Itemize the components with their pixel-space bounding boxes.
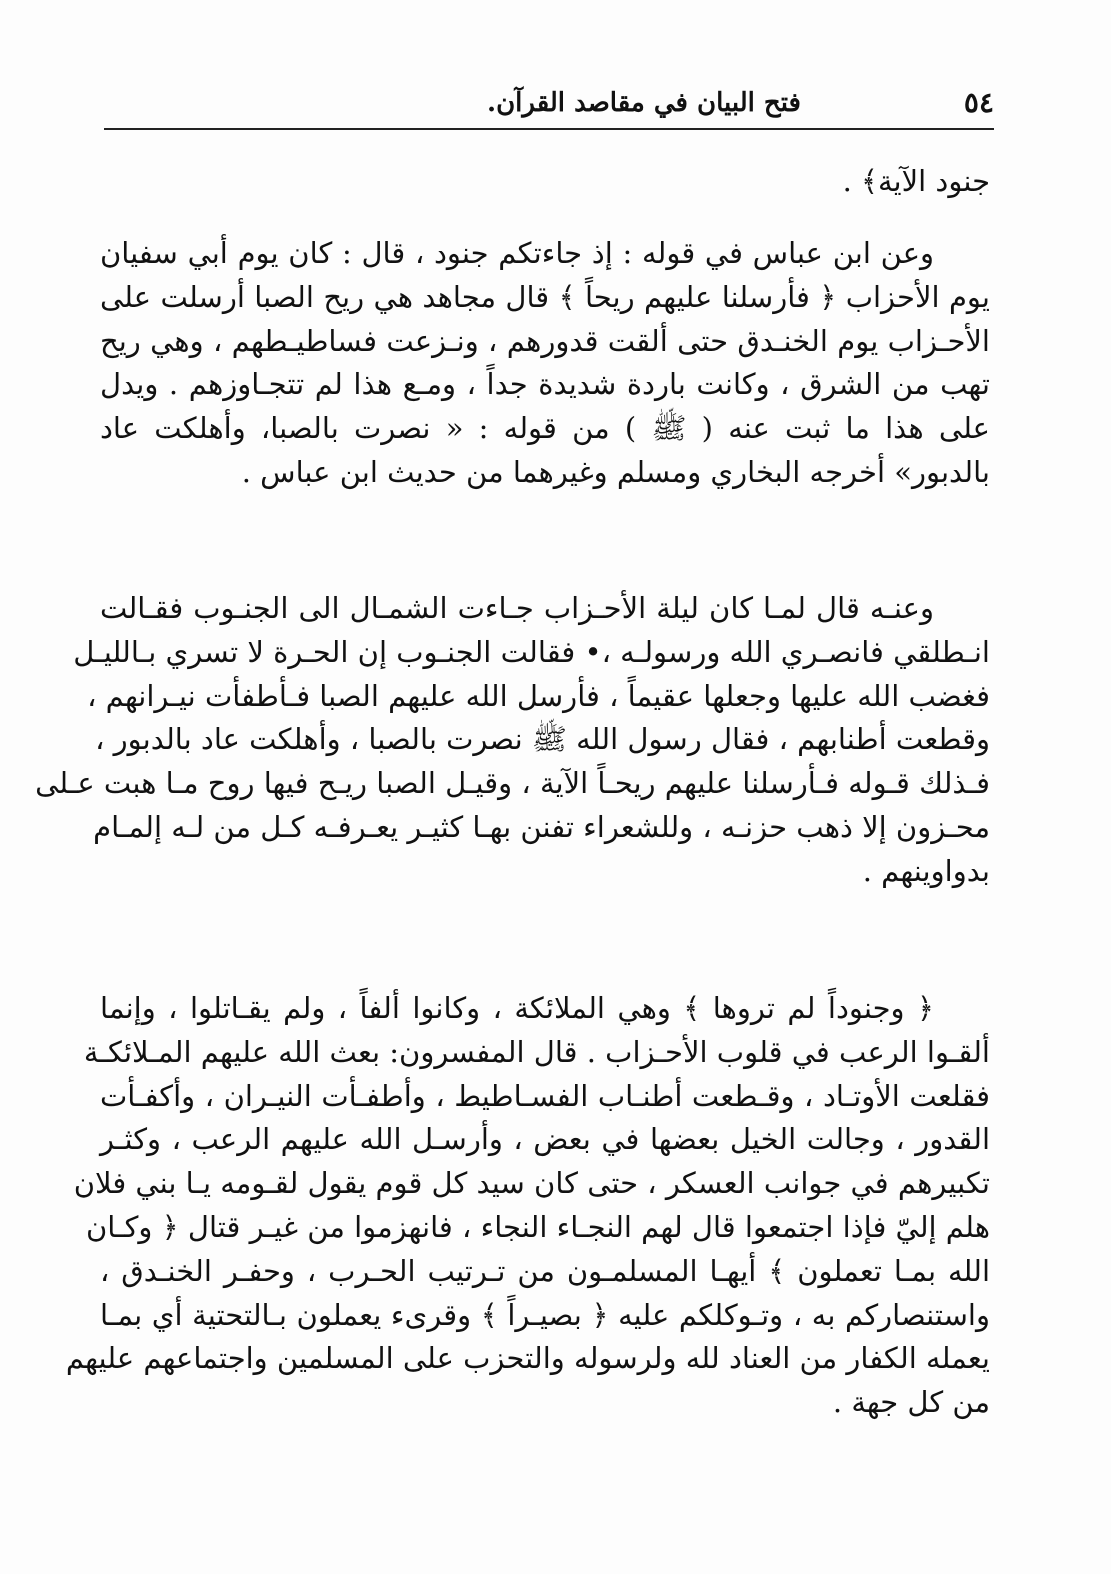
text-line: تكبيرهم في جوانب العسكر ، حتى كان سيد كل قوم يقول لقـومه يـا بني فلان — [73, 1166, 990, 1201]
text-line: فغضب الله عليها وجعلها عقيماً ، فأرسل الله عليهم الصبا فـأطفأت نيـرانهم ، — [87, 678, 990, 713]
paragraph-angels — [65, 987, 990, 1425]
text-line: يوم الأحزاب ﴿ فأرسلنا عليهم ريحاً ﴾ قال مجاهد هي ريح الصبا أرسلت على — [100, 279, 990, 314]
text-line: محـزون إلا ذهب حزنـه ، وللشعراء تفنن بهـا كثيـر يعـرفـه كـل من لـه إلمـام — [93, 809, 990, 844]
page-header — [104, 80, 994, 124]
text-line: وقطعت أطنابهم ، فقال رسول الله ﷺ نصرت بالصبا ، وأهلكت عاد بالدبور ، — [95, 722, 990, 757]
text-line: انـطلقي فانصـري الله ورسولـه ،• فقالت الجنـوب إن الحـرة لا تسري بـالليـل — [73, 634, 990, 669]
paragraph-winds — [35, 587, 990, 894]
text-line: ﴿ وجنوداً لم تروها ﴾ وهي الملائكة ، وكانوا ألفاً ، ولم يقـاتلوا ، وإنما — [100, 991, 934, 1025]
text-line: وعن ابن عباس في قوله : إذ جاءتكم جنود ، قال : كان يوم أبي سفيان — [100, 236, 934, 270]
text-line: القدور ، وجالت الخيل بعضها في بعض ، وأرسـل الله عليهم الرعب ، وكثـر — [100, 1122, 990, 1157]
text-line: بدواوينهم . — [862, 853, 990, 888]
text-line: يعمله الكفار من العناد لله ولرسوله والتحزب على المسلمين واجتماعهم عليهم — [65, 1341, 990, 1376]
text-line: هلم إليّ فإذا اجتمعوا قال لهم النجـاء النجاء ، فانهزموا من غيـر قتال ﴿ وكـان — [86, 1209, 990, 1244]
text-line: فقلعت الأوتـاد ، وقـطعت أطنـاب الفسـاطيط ، وأطفـأت النيـران ، وأكفـأت — [100, 1078, 990, 1113]
text-line: بالدبور» أخرجه البخاري ومسلم وغيرهما من حديث ابن عباس . — [241, 454, 990, 489]
text-line: تهب من الشرق ، وكانت باردة شديدة جداً ، ومـع هذا لم تتجـاوزهم . ويدل — [100, 367, 990, 402]
paragraph-continuation — [100, 160, 990, 204]
text-line: جنود الآية﴾ . — [842, 164, 990, 198]
text-line: على هذا ما ثبت عنه ( ﷺ ) من قوله : « نصرت بالصبا، وأهلكت عاد — [100, 411, 990, 446]
text-line: ألقـوا الرعب في قلوب الأحـزاب . قال المفسرون: بعث الله عليهم المـلائكـة — [83, 1034, 990, 1069]
text-line: واستنصاركم به ، وتـوكلكم عليه ﴿ بصيـراً ﴾ وقرىء يعملون بـالتحتية أي بمـا — [100, 1297, 990, 1332]
header-divider — [104, 128, 994, 130]
text-line: الله بمـا تعملون ﴾ أيهـا المسلمـون من تـرتيب الحـرب ، وحفـر الخنـدق ، — [100, 1253, 990, 1288]
text-line: من كل جهة . — [832, 1385, 990, 1420]
running-title: فتح البيان في مقاصد القرآن. — [487, 88, 801, 118]
text-line: وعنـه قال لمـا كان ليلة الأحـزاب جـاءت الشمـال الى الجنـوب فقـالت — [100, 591, 934, 625]
text-line: فـذلك قـوله فـأرسلنا عليهم ريحـاً الآية ، وقيـل الصبا ريـح فيها روح مـا هبت عـلى — [35, 766, 990, 801]
page-number: ٥٤ — [963, 86, 994, 119]
paragraph-ibn-abbas — [100, 232, 990, 495]
text-line: الأحـزاب يوم الخنـدق حتى ألقت قدورهم ، ونـزعت فساطيـطهم ، وهي ريح — [100, 323, 990, 358]
